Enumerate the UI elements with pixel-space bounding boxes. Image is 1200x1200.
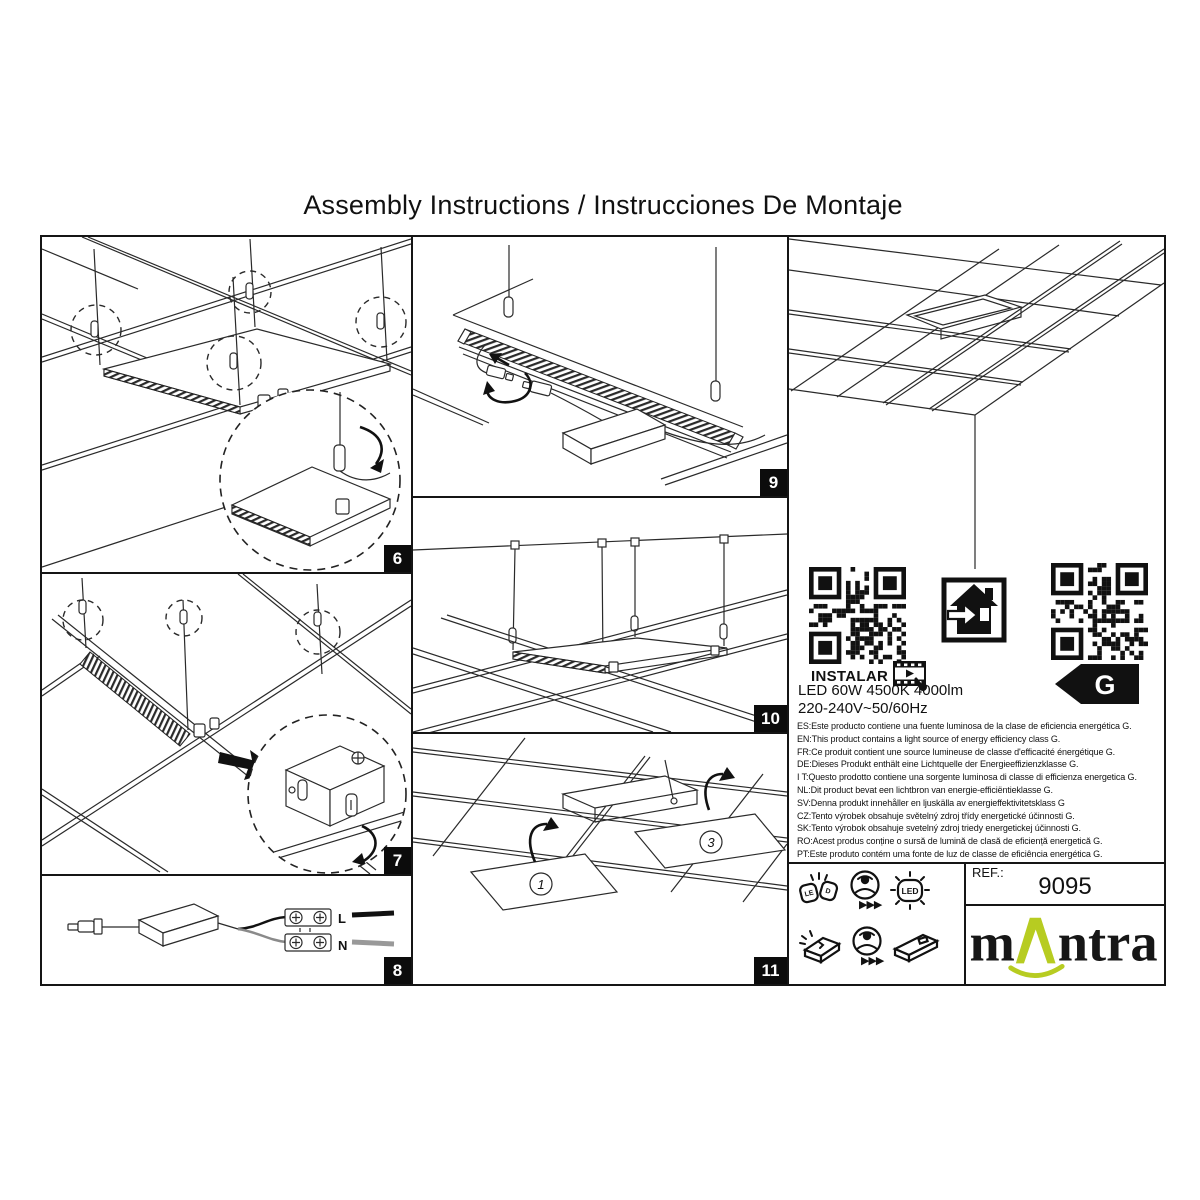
step-8-drawing-driver-wiring (42, 876, 411, 984)
energy-class-g-label (1055, 664, 1139, 704)
step-number-badge: 7 (384, 847, 411, 874)
ref-value: 9095 (1038, 873, 1092, 900)
lang-line-sv: SV:Denna produkt innehåller en ljuskälla av energieffektivitetsklass G (797, 797, 1065, 808)
step-11-panel (411, 732, 789, 986)
led-driver-box (139, 904, 218, 946)
suspension-wires (79, 578, 322, 730)
lang-line-es: ES:Este producto contiene una fuente luminosa de la clase de eficiencia energética G. (797, 721, 1132, 731)
driver-replacement-icons-row (797, 925, 941, 966)
step-7-drawing-lock-bracket (42, 574, 411, 874)
instalar-label: INSTALAR (811, 667, 889, 685)
broken-led-icon (797, 871, 841, 909)
spec-line-power: LED 60W 4500K 4000lm (798, 682, 964, 699)
svg-text:LE: LE (803, 888, 815, 898)
lang-line-sk: SK:Tento výrobok obsahuje svetelný zdroj triedy energetickej účinnosti G. (797, 823, 1081, 834)
step-8-panel (40, 874, 413, 986)
tile-number-label: 1 (537, 877, 545, 892)
step-number-badge: 8 (384, 957, 411, 984)
step-6-panel (40, 235, 413, 574)
light-panel-top-face (104, 329, 390, 407)
sequence-arrows: ▶▶▶ (859, 899, 882, 911)
spec-line-voltage: 220-240V~50/60Hz (798, 700, 928, 717)
lang-line-pt: PT:Este produto contém uma fonte de luz de classe de eficiência energética G. (797, 848, 1103, 859)
brand-logo (966, 906, 1164, 984)
svg-text:D: D (824, 887, 832, 896)
led-driver-box (563, 409, 665, 464)
brand-letters-ntra: ntra (1057, 911, 1158, 973)
sequence-arrows: ▶▶▶ (861, 955, 884, 967)
step-7-panel (40, 572, 413, 876)
brand-arc (1010, 966, 1062, 975)
lang-line-it: I T:Questo prodotto contiene una sorgente luminosa di classe di efficienza energetica G. (797, 772, 1137, 783)
step-9-drawing-connect-plugs (413, 237, 787, 496)
service-icons-cell (789, 864, 964, 984)
lang-line-nl: NL:Dit product bevat een lichtbron van energie-efficiëntieklasse G. (797, 784, 1053, 795)
lang-line-en: EN:This product contains a light source of energy efficiency class G. (797, 733, 1061, 744)
lang-line-fr: FR:Ce produit contient une source lumineuse de classe d'efficacité énergétique G. (797, 746, 1116, 757)
technician-with-arrows (851, 925, 883, 966)
energy-class-letter: G (1094, 670, 1116, 700)
lang-line-ro: RO:Acest produs conține o sursă de lumină de clasă de eficiență energetică G. (797, 836, 1103, 847)
svg-text:LED: LED (901, 885, 919, 896)
tile-number-label: 3 (707, 835, 715, 850)
terminal-blocks (285, 909, 331, 951)
info-panel (787, 235, 1166, 986)
installed-ceiling-drawing (789, 237, 1164, 569)
service-person-icon (849, 869, 881, 901)
service-person-icon (851, 925, 883, 957)
page-title: Assembly Instructions / Instrucciones De Montaje (303, 190, 903, 220)
mantra-logo (968, 910, 1163, 980)
step-9-panel (411, 235, 789, 498)
led-light-bar (80, 652, 190, 746)
multilanguage-energy-notice (797, 720, 1162, 861)
step-10-drawing-suspended-view (413, 498, 787, 732)
step-number-badge: 9 (760, 469, 787, 496)
product-specs (798, 682, 963, 718)
terminal-label-live: L (338, 911, 346, 926)
footer-section (789, 862, 1164, 984)
ceiling-mounts (511, 535, 728, 549)
brand-letter-m: m (968, 911, 1015, 973)
led-light-icon (889, 870, 931, 910)
indoor-use-house-icon (939, 571, 1009, 653)
ceiling-grid-beams (789, 239, 1164, 569)
qr-code-install-video (809, 567, 906, 664)
neutral-wire (352, 942, 394, 944)
led-replacement-icons-row (797, 869, 931, 910)
qr-code-energy-label (1051, 563, 1148, 660)
lang-line-cz: CZ:Tento výrobek obsahuje světelný zdroj třídy energetické účinnosti G. (797, 810, 1075, 821)
dc-plug (68, 919, 102, 934)
reference-box (966, 864, 1164, 906)
terminal-label-neutral: N (338, 938, 348, 953)
step-number-badge: 6 (384, 545, 411, 572)
brand-lambda (1015, 918, 1055, 964)
detail-magnifier-wire-gripper (220, 390, 400, 570)
suspension-wires (504, 245, 720, 401)
step-10-panel (411, 496, 789, 734)
step-6-drawing-suspend-fixture (42, 237, 411, 572)
lang-line-de: DE:Dieses Produkt enthält eine Lichtquelle der Energieeffizienzklasse G. (797, 759, 1079, 770)
ref-label: REF.: (972, 865, 1004, 880)
led-driver-icon (891, 929, 941, 963)
step-number-badge: 11 (754, 957, 787, 984)
broken-driver-icon (797, 927, 843, 965)
step-11-drawing-replace-tiles (413, 734, 787, 984)
technician-with-arrows (849, 869, 881, 910)
step-number-badge: 10 (754, 705, 787, 732)
reference-cell (964, 864, 1164, 984)
live-wire (352, 913, 394, 915)
